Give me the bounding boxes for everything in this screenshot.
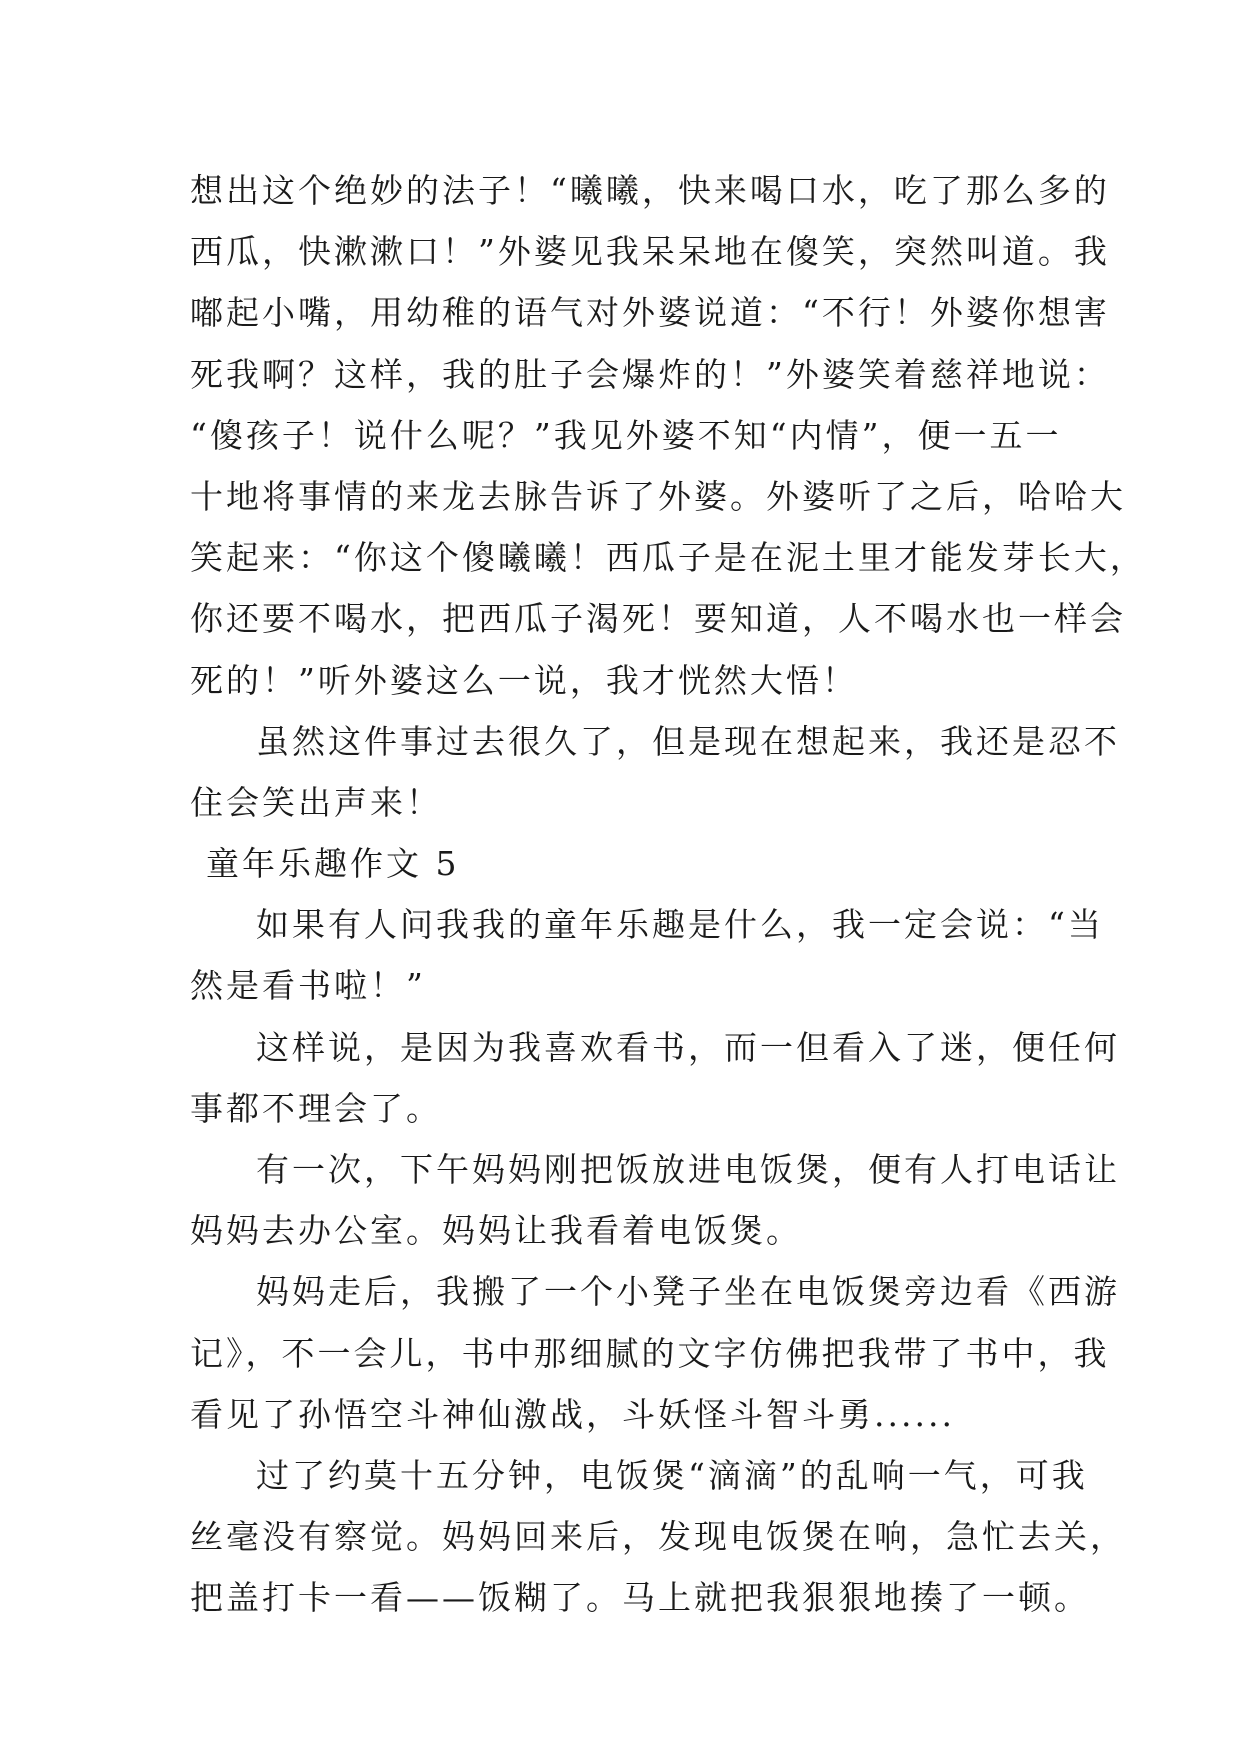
text-line: 死我啊？这样，我的肚子会爆炸的！”外婆笑着慈祥地说： bbox=[190, 354, 1110, 394]
text-line: “傻孩子！说什么呢？”我见外婆不知“内情”，便一五一 bbox=[190, 415, 1062, 455]
paragraph-first-line: 这样说，是因为我喜欢看书，而一但看入了迷，便任何 bbox=[256, 1027, 1120, 1067]
text-line: 你还要不喝水，把西瓜子渴死！要知道，人不喝水也一样会 bbox=[190, 599, 1126, 639]
text-line: 笑起来：“你这个傻曦曦！西瓜子是在泥土里才能发芽长大， bbox=[190, 538, 1146, 578]
text-line: 住会笑出声来！ bbox=[190, 782, 442, 822]
text-line: 死的！”听外婆这么一说，我才恍然大悟！ bbox=[190, 660, 858, 700]
text-line: 记》，不一会儿，书中那细腻的文字仿佛把我带了书中，我 bbox=[190, 1333, 1110, 1373]
text-line: 看见了孙悟空斗神仙激战，斗妖怪斗智斗勇...... bbox=[190, 1394, 955, 1434]
text-line: 想出这个绝妙的法子！“曦曦，快来喝口水，吃了那么多的 bbox=[190, 171, 1110, 210]
paragraph-first-line: 过了约莫十五分钟，电饭煲“滴滴”的乱响一气，可我 bbox=[256, 1455, 1088, 1495]
text-line: 十地将事情的来龙去脉告诉了外婆。外婆听了之后，哈哈大 bbox=[190, 476, 1126, 516]
paragraph-first-line: 有一次，下午妈妈刚把饭放进电饭煲，便有人打电话让 bbox=[256, 1150, 1120, 1189]
text-line: 丝毫没有察觉。妈妈回来后，发现电饭煲在响，急忙去关， bbox=[190, 1517, 1126, 1557]
text-line: 妈妈去办公室。妈妈让我看着电饭煲。 bbox=[190, 1211, 802, 1251]
section-heading: 童年乐趣作文 5 bbox=[206, 844, 460, 884]
paragraph-first-line: 妈妈走后，我搬了一个小凳子坐在电饭煲旁边看《西游 bbox=[256, 1272, 1120, 1312]
text-line: 嘟起小嘴，用幼稚的语气对外婆说道：“不行！外婆你想害 bbox=[190, 293, 1110, 333]
text-line: 事都不理会了。 bbox=[190, 1088, 442, 1128]
text-line: 西瓜，快漱漱口！”外婆见我呆呆地在傻笑，突然叫道。我 bbox=[190, 232, 1110, 272]
text-line: 把盖打卡一看——饭糊了。马上就把我狠狠地揍了一顿。 bbox=[190, 1578, 1090, 1618]
document-body bbox=[190, 160, 1146, 1629]
text-line: 然是看书啦！” bbox=[190, 966, 426, 1006]
paragraph-first-line: 如果有人问我我的童年乐趣是什么，我一定会说：“当 bbox=[256, 905, 1104, 945]
paragraph-first-line: 虽然这件事过去很久了，但是现在想起来，我还是忍不 bbox=[256, 721, 1120, 761]
